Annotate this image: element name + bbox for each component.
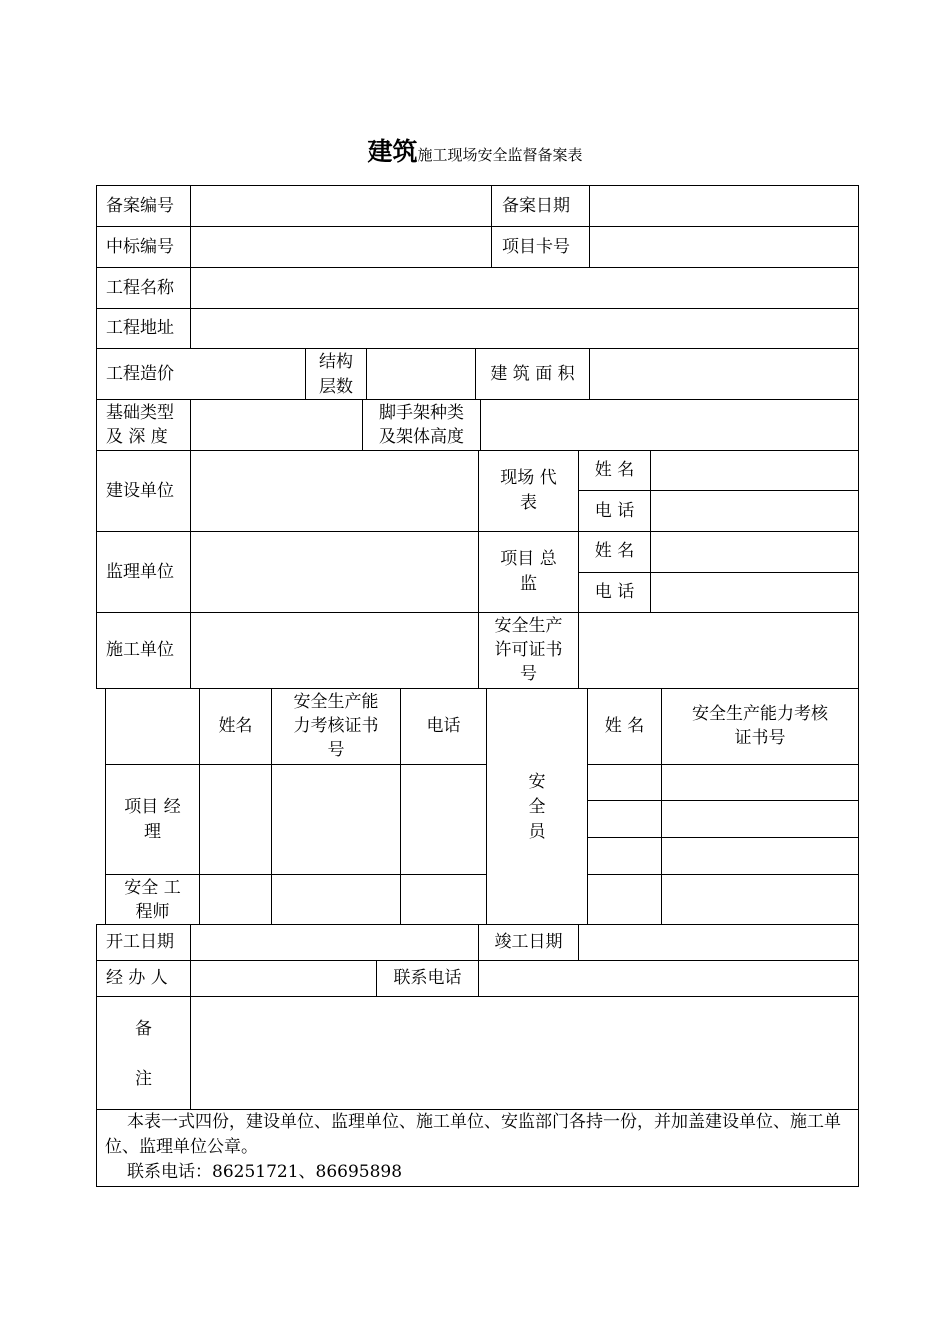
title-prefix: 建筑: [367, 137, 418, 166]
project-cost-label: 工程造价: [106, 364, 174, 384]
grid-line: [190, 924, 191, 1109]
grid-line: [589, 185, 590, 267]
officer-cert-header-2: 证书号: [734, 728, 786, 748]
safety-license-label-2: 许可证书: [494, 640, 563, 660]
safety-license-label-3: 号: [520, 664, 537, 684]
cert-header-2: 力考核证书: [293, 716, 379, 736]
grid-line: [190, 399, 191, 450]
footer-note: [105, 1110, 855, 1185]
personnel-name-header: 姓名: [218, 716, 253, 736]
chief-supervisor-phone-label: 电 话: [594, 582, 635, 602]
grid-line: [96, 1186, 859, 1187]
project-name-label: 工程名称: [106, 278, 174, 298]
safety-license-label-1: 安全生产: [494, 616, 563, 636]
project-manager-label-1: 项目 经: [124, 797, 181, 817]
grid-line: [96, 267, 859, 268]
grid-line: [190, 185, 191, 349]
grid-line: [478, 960, 479, 996]
foundation-type-label-2: 及 深 度: [106, 427, 168, 447]
grid-line: [587, 837, 859, 838]
grid-line: [96, 924, 97, 1187]
grid-line: [587, 800, 859, 801]
chief-supervisor-label-2: 监: [520, 574, 537, 594]
grid-line: [96, 348, 859, 349]
bid-no-label: 中标编号: [106, 237, 174, 257]
chief-supervisor-label-1: 项目 总: [500, 549, 557, 569]
structure-floors-label-2: 层数: [319, 377, 353, 397]
site-rep-phone-label: 电 话: [594, 501, 635, 521]
scaffold-label-1: 脚手架种类: [379, 403, 464, 423]
grid-line: [96, 226, 859, 227]
cert-header-1: 安全生产能: [293, 692, 379, 712]
grid-line: [96, 185, 859, 186]
grid-line: [587, 874, 859, 875]
chief-supervisor-name-label: 姓 名: [594, 541, 635, 561]
foundation-type-label-1: 基础类型: [106, 403, 174, 423]
contractor-unit-label: 施工单位: [106, 640, 174, 660]
grid-line: [96, 399, 859, 400]
page-title: [0, 132, 950, 168]
grid-line: [105, 764, 486, 765]
grid-line: [650, 450, 651, 612]
building-area-label: 建 筑 面 积: [490, 364, 575, 384]
grid-line: [96, 688, 859, 689]
safety-officer-label-3: 员: [528, 822, 546, 842]
record-date-label: 备案日期: [502, 196, 570, 216]
grid-line: [105, 874, 486, 875]
project-card-no-label: 项目卡号: [502, 237, 570, 257]
project-manager-label-2: 理: [144, 822, 161, 842]
grid-line: [96, 996, 859, 997]
completion-date-label: 竣工日期: [494, 932, 563, 952]
grid-line: [480, 399, 481, 450]
contact-phone-label: 联系电话: [393, 968, 462, 988]
project-address-label: 工程地址: [106, 318, 174, 338]
remark-label-1: 备: [135, 1019, 152, 1039]
safety-engineer-label-2: 程师: [135, 902, 170, 922]
site-rep-label-1: 现场 代: [500, 468, 557, 488]
grid-line: [578, 924, 579, 960]
site-rep-label-2: 表: [520, 493, 537, 513]
grid-line: [578, 490, 859, 491]
officer-name-header: 姓 名: [604, 716, 645, 736]
grid-line: [96, 308, 859, 309]
footer-line-1: 本表一式四份，建设单位、监理单位、施工单位、安监部门各持一份，并加盖建设单位、施工单位、监理单位公章。: [105, 1112, 841, 1157]
officer-cert-header-1: 安全生产能力考核: [692, 704, 828, 724]
grid-line: [190, 450, 191, 688]
safety-officer-label-1: 安: [528, 772, 546, 792]
cert-header-3: 号: [327, 740, 345, 760]
handler-label: 经 办 人: [106, 968, 168, 988]
structure-floors-label-1: 结构: [319, 352, 353, 372]
grid-line: [578, 572, 859, 573]
grid-line: [858, 185, 859, 1187]
grid-line: [491, 185, 492, 267]
grid-line: [366, 348, 367, 399]
scaffold-label-2: 及架体高度: [379, 427, 464, 447]
safety-engineer-label-1: 安全 工: [124, 878, 181, 898]
footer-line-2: 联系电话：86251721、86695898: [127, 1162, 403, 1182]
grid-line: [96, 185, 97, 689]
title-rest: 施工现场安全监督备案表: [417, 146, 583, 164]
remark-label-2: 注: [135, 1069, 152, 1089]
grid-line: [578, 450, 579, 688]
site-rep-name-label: 姓 名: [594, 460, 635, 480]
start-date-label: 开工日期: [106, 932, 174, 952]
construction-unit-label: 建设单位: [106, 481, 174, 501]
grid-line: [589, 348, 590, 399]
safety-officer-label-2: 全: [528, 797, 546, 817]
personnel-phone-header: 电话: [426, 716, 461, 736]
record-no-label: 备案编号: [106, 196, 174, 216]
grid-line: [587, 764, 859, 765]
supervision-unit-label: 监理单位: [106, 562, 174, 582]
